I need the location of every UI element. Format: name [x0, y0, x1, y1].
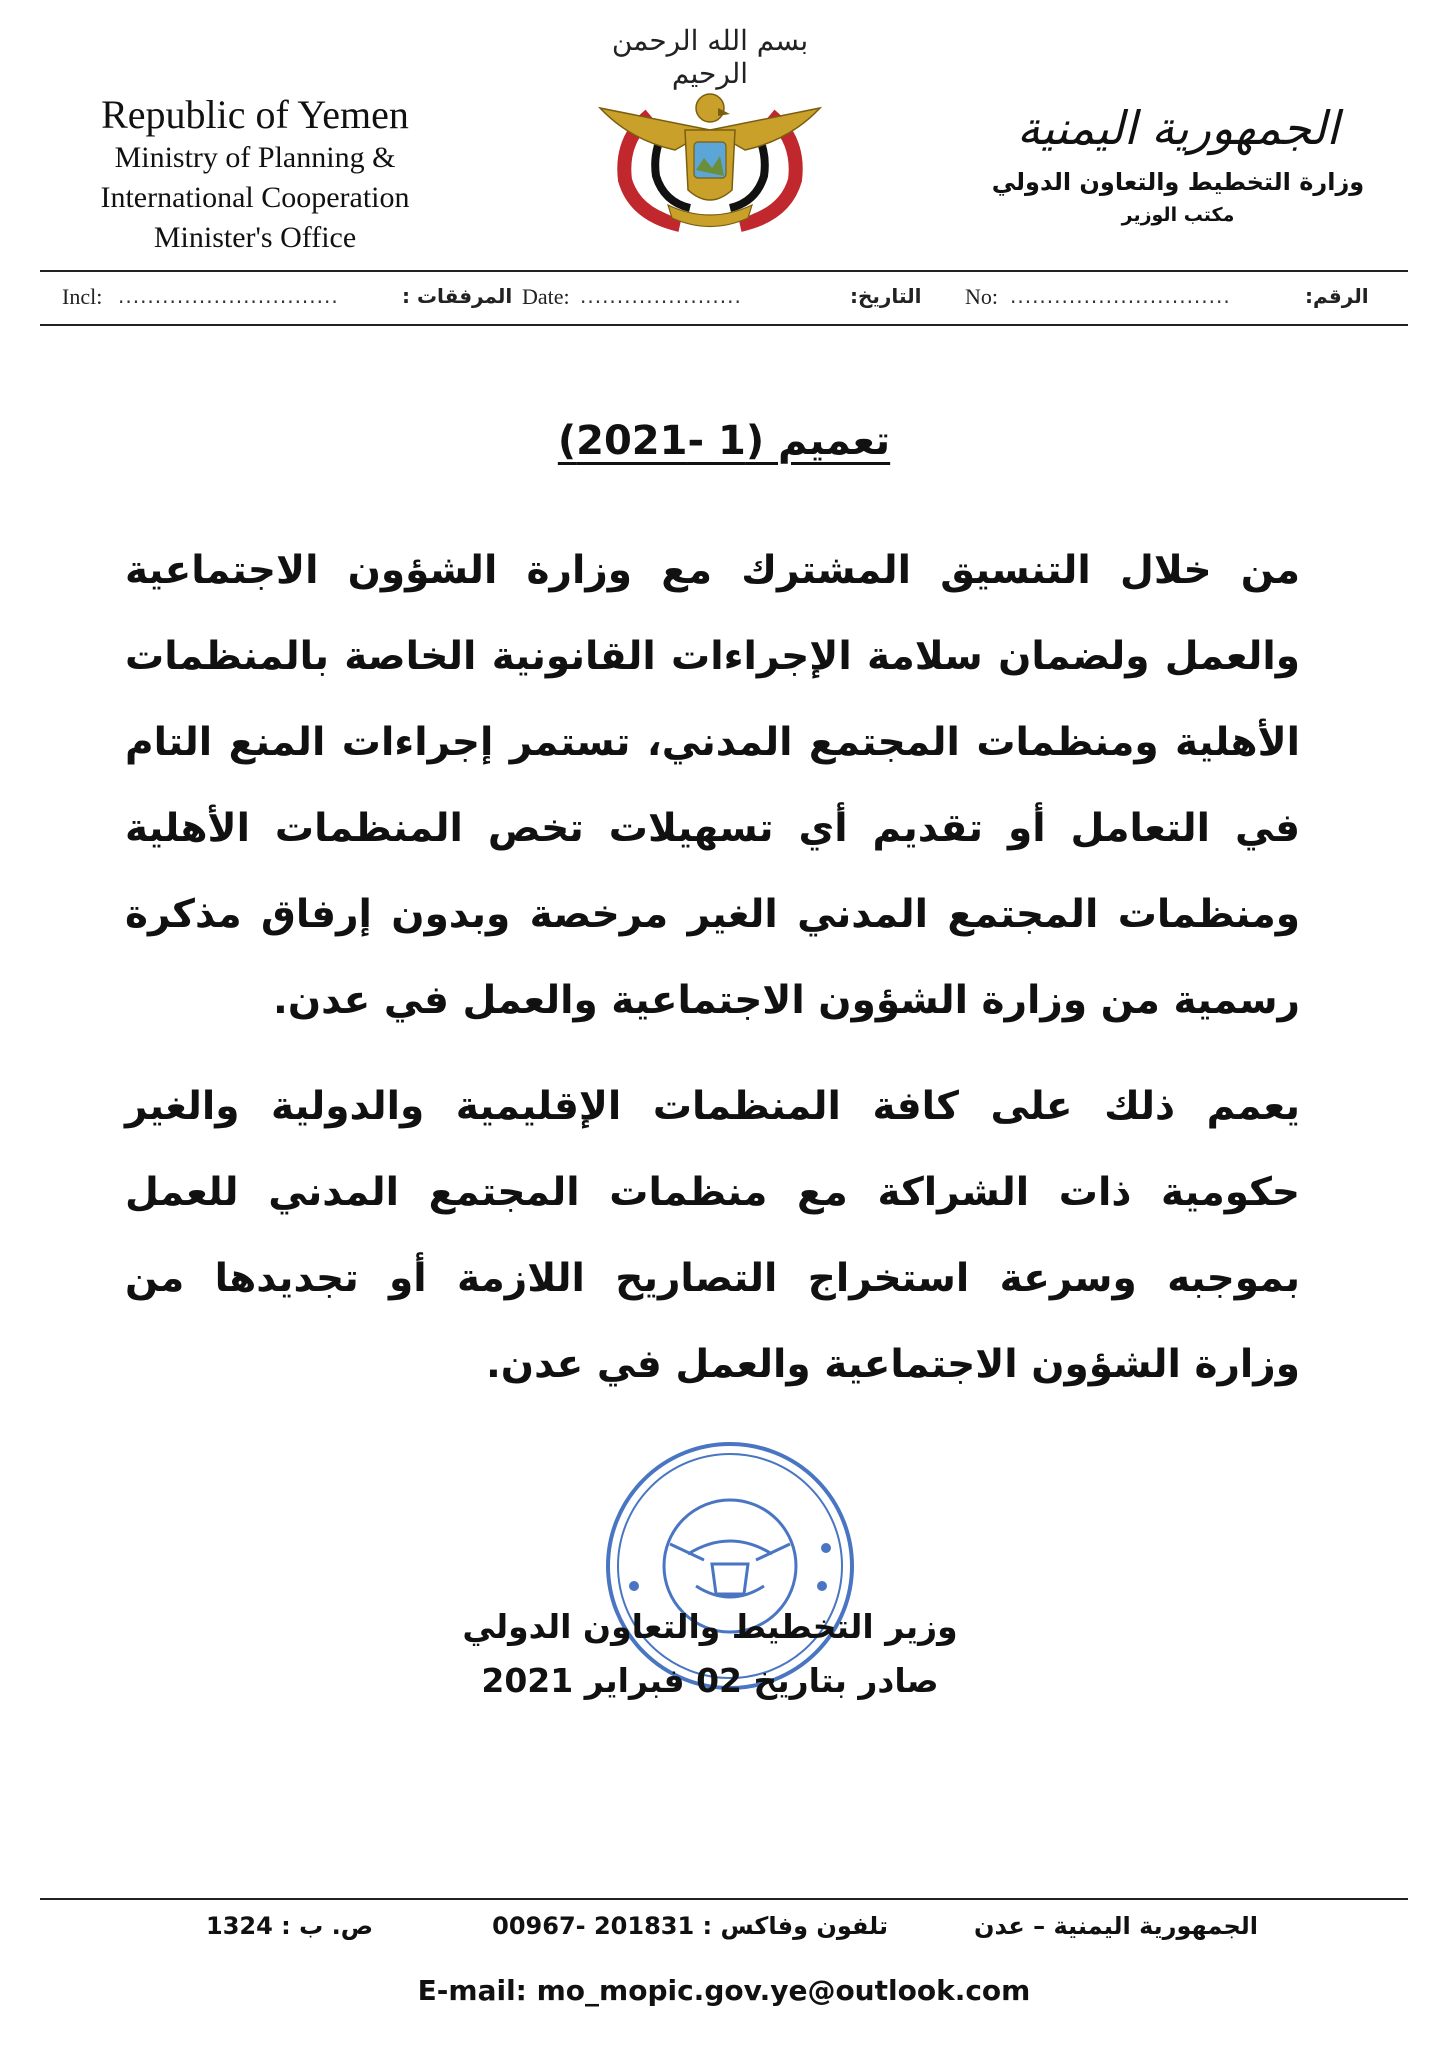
footer-rule	[40, 1898, 1408, 1900]
header-arabic	[978, 92, 1378, 230]
signature-date: صادر بتاريخ 02 فبراير 2021	[481, 1661, 939, 1700]
header-english	[60, 92, 450, 258]
number-label-ar: الرقم:	[1305, 284, 1369, 308]
header-en-country: Republic of Yemen	[101, 92, 409, 137]
date-dots: ......................	[580, 284, 742, 308]
circular-title-text: تعميم (1 -2021)	[557, 418, 891, 464]
footer-location: الجمهورية اليمنية – عدن	[974, 1912, 1258, 1940]
footer-phone: تلفون وفاكس : 201831 -00967	[492, 1912, 888, 1940]
incl-label: Incl:	[62, 284, 103, 309]
date-label-ar: التاريخ:	[850, 284, 922, 308]
header-bottom-rule	[40, 324, 1408, 326]
letter-footer	[0, 1912, 1448, 2007]
footer-email: E-mail: mo_mopic.gov.ye@outlook.com	[417, 1974, 1031, 2007]
body-paragraph-2: يعمم ذلك على كافة المنظمات الإقليمية والدولية والغير حكومية ذات الشراكة مع منظمات المجتمع المدني للعمل بموجبه وسرعة استخراج التصاريح اللازمة أو تجديدها من وزارة الشؤون الاجتماعية والعمل في عدن.	[125, 1084, 1300, 1387]
header-ar-office: مكتب الوزير	[1121, 204, 1235, 226]
letter-body	[125, 528, 1300, 1408]
header-ar-ministry: وزارة التخطيط والتعاون الدولي	[991, 168, 1365, 196]
footer-pobox: ص. ب : 1324	[206, 1912, 373, 1940]
yemen-emblem	[580, 20, 840, 245]
header-en-ministry-1: Ministry of Planning &	[114, 141, 396, 174]
incl-dots: ..............................	[118, 284, 339, 308]
header-en-ministry-2: International Cooperation	[100, 181, 410, 214]
header-ar-country: الجمهورية اليمنية	[1016, 101, 1340, 155]
circular-title	[0, 418, 1448, 464]
number-dots: ..............................	[1010, 284, 1231, 308]
header-top-rule	[40, 270, 1408, 272]
reference-row	[60, 284, 1388, 320]
eagle-emblem-icon	[580, 20, 840, 245]
attachments-label: المرفقات :	[402, 284, 513, 308]
basmala-calligraphy: بسم الله الرحمن الرحيم	[611, 24, 809, 90]
date-label: Date:	[522, 284, 570, 309]
number-label: No:	[965, 284, 998, 309]
signature-block	[430, 1600, 990, 1708]
body-paragraph-1: من خلال التنسيق المشترك مع وزارة الشؤون الاجتماعية والعمل ولضمان سلامة الإجراءات القانونية الخاصة بالمنظمات الأهلية ومنظمات المجتمع المدني، تستمر إجراءات المنع التام في التعامل أو تقديم أي تسهيلات تخص المنظمات الأهلية ومنظمات المجتمع المدني الغير مرخصة وبدون إرفاق مذكرة رسمية من وزارة الشؤون الاجتماعية والعمل في عدن.	[125, 548, 1300, 1023]
signature-title: وزير التخطيط والتعاون الدولي	[462, 1607, 958, 1646]
header-en-office: Minister's Office	[153, 221, 357, 254]
